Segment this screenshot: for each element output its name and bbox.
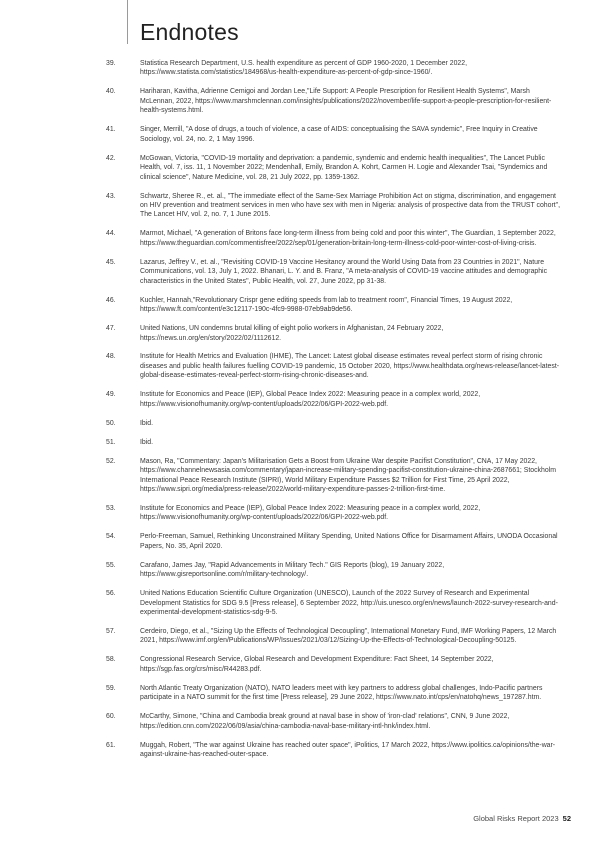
endnote-number: 40.: [106, 88, 116, 96]
endnote-text: Lazarus, Jeffrey V., et. al., "Revisiting COVID-19 Vaccine Hesitancy around the World Using Data from 23 Countries in 2021", Nature Communications, vol. 13, July 1, 2022. Bhanari, L. Y. and B. Franz, "A meta-analysis of COVID-19 vaccine attitudes and demographic characteristics in the United States", Public Health, vol. 27, June 2022, pp 31-38.: [140, 258, 548, 285]
endnote-text: Kuchler, Hannah,"Revolutionary Crispr gene editing speeds from lab to treatment room", Financial Times, 19 August 2022, https://www.ft.com/content/e3c12117-190c-4fc9-9988-07eb9ab9de56.: [140, 296, 513, 314]
endnote-number: 58.: [106, 656, 116, 664]
endnote-item: [0, 561, 600, 580]
endnote-number: 49.: [106, 391, 116, 399]
endnote-number: 43.: [106, 192, 116, 200]
endnote-item: [0, 154, 600, 182]
endnote-item: [0, 125, 600, 144]
endnote-number: 55.: [106, 561, 116, 569]
endnote-number: 57.: [106, 628, 116, 636]
endnote-text: Cerdeiro, Diego, et al., "Sizing Up the Effects of Technological Decoupling", International Monetary Fund, IMF Working Papers, 12 March 2021, https://www.imf.org/en/Publications/WP/Issues/2021/03/12/Sizing-Up-the-Effects-of-Technological-Decoupling-50125.: [140, 628, 557, 645]
endnote-item: [0, 258, 600, 286]
endnote-text: Institute for Economics and Peace (IEP), Global Peace Index 2022: Measuring peace in a complex world, 2022, https://www.visionofhumanity.org/wp-content/uploads/2022/06/GPI-2022-web.pdf.: [140, 391, 481, 408]
endnote-item: [0, 504, 600, 523]
endnote-item: [0, 296, 600, 315]
endnote-text: Perlo-Freeman, Samuel, Rethinking Unconstrained Military Spending, United Nations Office for Disarmament Affairs, UNODA Occasional Papers, No. 35, April 2020.: [140, 533, 558, 550]
endnote-text: Singer, Merrill, "A dose of drugs, a touch of violence, a case of AIDS: conceptualising the SAVA syndemic", Free Inquiry in Creative Sociology, vol. 24, no. 2, 1 May 1996.: [140, 126, 538, 143]
endnote-item: [0, 741, 600, 760]
page-footer: [473, 814, 571, 823]
endnotes-list: [0, 59, 600, 760]
endnote-number: 52.: [106, 457, 116, 465]
endnote-item: [0, 627, 600, 646]
endnote-text: Institute for Health Metrics and Evaluation (IHME), The Lancet: Latest global disease estimates reveal perfect storm of rising chronic diseases and public health failures fuelling COVID-19 pandemic, 15 October 2020, https://www.healthdata.org/news-release/lancet-latest-global-disease-estimates-reveal-perfect-storm-rising-chronic-diseases-and.: [140, 353, 560, 380]
endnote-text: United Nations, UN condemns brutal killing of eight polio workers in Afghanistan, 24 February 2022, https://news.un.org/en/story/2022/02/1112612.: [140, 325, 444, 342]
endnote-item: [0, 192, 600, 220]
endnote-item: [0, 419, 600, 428]
endnote-item: [0, 457, 600, 495]
endnote-number: 51.: [106, 438, 116, 446]
endnote-number: 50.: [106, 419, 116, 427]
endnote-number: 44.: [106, 230, 116, 238]
header-rule: [127, 0, 128, 44]
endnote-item: [0, 59, 600, 78]
endnote-text: Marmot, Michael, "A generation of Britons face long-term illness from being cold and poor this winter", The Guardian, 1 September 2022, https://www.theguardian.com/commentisfree/2022/sep/01/generation-britain-long-term-illness-cold-poor-winter-cost-of-living-crisis.: [140, 230, 556, 247]
endnote-number: 53.: [106, 504, 116, 512]
endnote-item: [0, 324, 600, 343]
endnote-text: Mason, Ra, "Commentary: Japan's Militarisation Gets a Boost from Ukraine War despite Pacifist Constitution", CNA, 17 May 2022, https://www.channelnewsasia.com/commentary/japan-increase-military-spending-pacifist-constitution-ukraine-china-2687661; Stockholm International Peace Research Institute (SIPRI), World Military Expenditure Passes $2 Trillion for First Time, 25 April 2022, https://www.sipri.org/media/press-release/2022/world-military-expenditure-passes-2-trillion-first-time.: [140, 457, 556, 493]
footer-report-title: Global Risks Report 2023: [473, 814, 559, 823]
endnote-text: McCarthy, Simone, "China and Cambodia break ground at naval base in show of 'iron-clad' relations", CNN, 9 June 2022, https://edition.cnn.com/2022/06/09/asia/china-cambodia-naval-base-military-intl-hnk/index.html.: [140, 713, 510, 730]
endnote-text: Ibid.: [140, 438, 154, 446]
endnote-text: Carafano, James Jay, "Rapid Advancements in Military Tech." GIS Reports (blog), 19 January 2022, https://www.gisreportsonline.com/r/military-technology/.: [140, 561, 445, 579]
endnote-text: United Nations Education Scientific Culture Organization (UNESCO), Launch of the 2022 Survey of Research and Experimental Development Statistics for SDG 9.5 [Press release], 6 September 2022, http://uis.unesco.org/en/news/launch-2022-survey-research-and-experimental-development-statistics-sdg-9-5.: [140, 590, 558, 617]
endnote-text: Muggah, Robert, "The war against Ukraine has reached outer space", iPolitics, 17 March 2022, https://www.ipolitics.ca/opinions/the-war-against-ukraine-has-reached-outer-space.: [140, 741, 556, 759]
endnote-text: North Atlantic Treaty Organization (NATO), NATO leaders meet with key partners to address global challenges, Indo-Pacific partners participate in a NATO summit for the first time [Press release], 29 June 2022, https://www.nato.int/cps/en/natohq/news_197287.htm.: [140, 684, 543, 702]
endnote-item: [0, 712, 600, 731]
endnote-text: Schwartz, Sheree R., et. al., "The immediate effect of the Same-Sex Marriage Prohibition Act on stigma, discrimination, and engagement on HIV prevention and treatment services in men who have sex with men in Nigeria: analysis of prospective data from the TRUST cohort", The Lancet HIV, vol. 2, no. 7, 1 June 2015.: [140, 192, 561, 219]
endnote-number: 46.: [106, 296, 116, 304]
endnote-item: [0, 229, 600, 248]
endnote-item: [0, 655, 600, 674]
endnote-text: Hariharan, Kavitha, Adrienne Cemigoi and Jordan Lee,"Life Support: A People Prescription for Resilient Health Systems", Marsh McLennan, 2022, https://www.marshmclennan.com/insights/publications/2022/november/life-support-a-people-prescription-for-resilient-health-systems.html.: [140, 88, 552, 115]
endnote-item: [0, 589, 600, 617]
endnote-text: McGowan, Victoria, "COVID-19 mortality and deprivation: a pandemic, syndemic and endemic health inequalities", The Lancet Public Health, vol. 7, iss. 11, 1 November 2022; Mendenhall, Emily, Brandon A. Kohrt, Carmen H. Logie and Alexander Tsai, "Syndemics and clinical science", Nature Medicine, vol. 28, 21 July 2022, pp. 1359-1362.: [140, 154, 548, 181]
endnote-item: [0, 532, 600, 551]
endnote-item: [0, 390, 600, 409]
page-title: Endnotes: [140, 19, 239, 45]
endnote-item: [0, 87, 600, 115]
endnote-number: 61.: [106, 741, 116, 749]
endnote-number: 45.: [106, 258, 116, 266]
endnote-number: 47.: [106, 325, 116, 333]
endnote-number: 56.: [106, 590, 116, 598]
endnote-item: [0, 684, 600, 703]
endnote-number: 59.: [106, 684, 116, 692]
endnote-number: 48.: [106, 353, 116, 361]
endnote-number: 54.: [106, 533, 116, 541]
endnote-text: Statistica Research Department, U.S. health expenditure as percent of GDP 1960-2020, 1 December 2022, https://www.statista.com/statistics/184968/us-health-expenditure-as-percent-of-gdp-since-1960/.: [140, 60, 467, 77]
endnote-text: Congressional Research Service, Global Research and Development Expenditure: Fact Sheet, 14 September 2022, https://sgp.fas.org/crs/misc/R44283.pdf.: [140, 656, 494, 673]
endnote-number: 60.: [106, 713, 116, 721]
endnote-text: Ibid.: [140, 419, 154, 427]
footer-page-number: 52: [562, 814, 571, 823]
endnote-text: Institute for Economics and Peace (IEP), Global Peace Index 2022: Measuring peace in a complex world, 2022, https://www.visionofhumanity.org/wp-content/uploads/2022/06/GPI-2022-web.pdf.: [140, 504, 481, 522]
endnote-number: 42.: [106, 154, 116, 162]
endnote-item: [0, 352, 600, 380]
endnote-number: 41.: [106, 126, 116, 134]
endnote-number: 39.: [106, 60, 116, 67]
endnote-item: [0, 438, 600, 447]
